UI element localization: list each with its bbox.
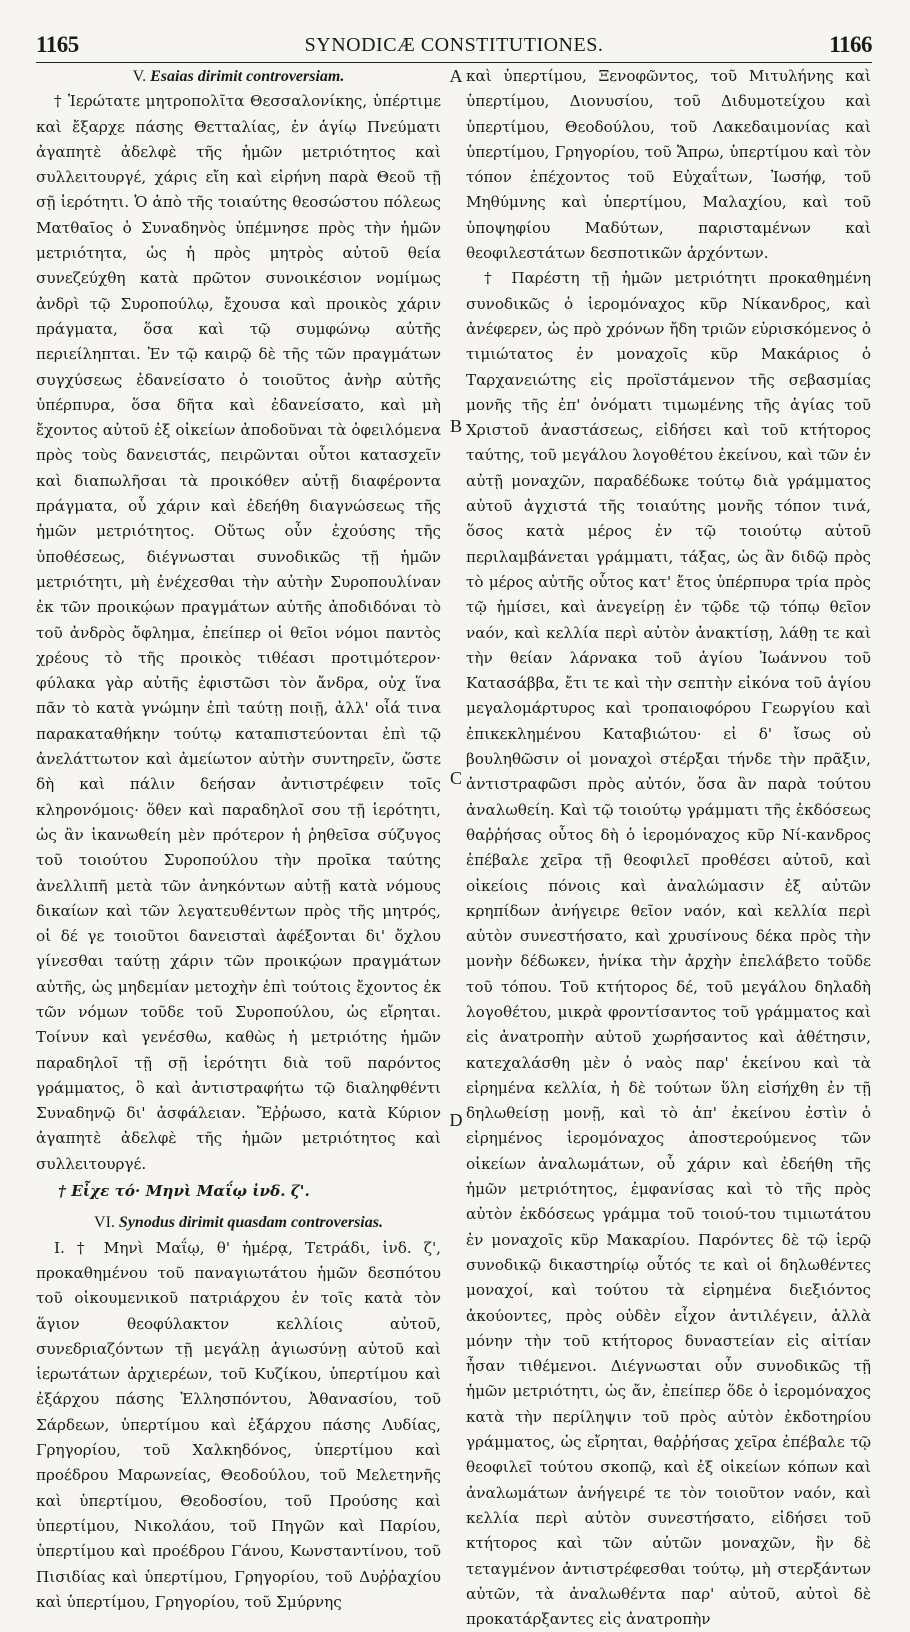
right-paragraph-2-part-c: κανδρος ἐπέβαλε χεῖρα τῇ θεοφιλεῖ προθέσει αὐτοῦ, καὶ οἰκείοις πόνοις καὶ ἀναλώμασιν ἐξ αὐτῶν κρηπίδων ἀνήγειρε θεῖον ναόν, καὶ κελλία περὶ αὐτὸν συνεστήσατο, καὶ χρυσίνους δέκα πρὸς τὴν μονὴν δέδωκεν, ἡνίκα τὴν ἀρχὴν ἐπελάβετο τοῦδε τοῦ τόπου. Τοῦ κτήτορος δέ, τοῦ μεγάλου δηλαδὴ λογοθέτου, μικρὰ φροντίσαντος τοῦ γράμματος καὶ εἰς ἀνατροπὴν αὐτοῦ χωρήσαντος καὶ ἀθέτησιν, κατεχαλάσθη μὲν ὁ ναὸς παρ' ἐκείνου καὶ τὰ εἰρημένα κελλία, ἡ δὲ τούτων ὕλη εἰσήχθη ἐν τῇ δηλωθείσῃ μονῇ, καὶ τὸ ἀπ' ἐκείνου ἐστὶν ὁ εἰρημένος ἱερομόναχος ἀποστερούμενος τῶν οἰκείων ἀναλωμάτων, οὗ χάριν καὶ ἐδεήθη τῆς ἡμῶν μετριότητος, ἐμφανίσας καὶ τὸ τῆς πρὸς αὐτὸν ἐκδόσεως γράμμα τοῦ τοιού- — [466, 825, 871, 1224]
right-paragraph-continuation: καὶ ὑπερτίμου, Ξενοφῶντος, τοῦ Μιτυλήνης καὶ ὑπερτίμου, Διονυσίου, τοῦ Διδυμοτείχου καὶ ὑπερτίμου, Θεοδούλου, τοῦ Λακεδαιμονίας καὶ ὑπερτίμου, Γρηγορίου, τοῦ Ἄπρω, ὑπερτίμου καὶ τὸν τόπον ἐπέχοντος τοῦ Εὐχαΐτων, Ἰωσήφ, τοῦ Μηθύμνης καὶ ὑπερτίμου, Μαλαχίου, καὶ τοῦ ὑποψηφίου Μαδύτων, παρισταμένων καὶ θεοφιλεστάτων δεσποτικῶν ἀρχόντων. — [466, 67, 871, 263]
section-6-title: Synodus dirimit quasdam controversias. — [118, 1214, 383, 1232]
section-5-number: V. — [132, 68, 147, 85]
right-paragraph-2-part-b: λογοθέτου ἐκείνου, καὶ τῶν ἐν αὐτῇ μοναχῶν, παραδέδωκε τούτῳ διὰ γράμματος αὐτοῦ ἀγχιστά τῆς τοιαύτης μονῆς τόπον τινά, ὅσος κατὰ μέρος ἐν τῷ τοιούτῳ αὐτοῦ περιλαμβάνεται γράμματι, τάξας, ὡς ἂν διδῷ πρὸς τὸ μέρος αὐτῆς οὗτος κατ' ἔτος ὑπέρπυρα τρία πρὸς τῷ ἡμίσει, καὶ ἀνεγείρῃ ἐν τῷδε τῷ τόπῳ θεῖον ναόν, καὶ κελλία περὶ αὐτὸν ἀνακτίσῃ, λάθῃ τε καὶ τὴν θείαν λάρνακα τοῦ ἁγίου Ἰωάννου τοῦ Κατασάββα, ἔτι τε καὶ τὴν σεπτὴν εἰκόνα τοῦ ἁγίου μεγαλομάρτυρος καὶ τροπαιοφόρου Γεωργίου καὶ ἐπικεκλημένου Καταβιώτου· εἰ δ' ἴσως οὐ βουληθῶσιν οἱ μοναχοὶ στέρξαι τήνδε τὴν πρᾶξιν, ἀντιστραφῶσι πρὸς αὐτόν, ὅσα ἂν παρὰ τούτου ἀναλωθείη. Καὶ τῷ τοιούτῳ γράμματι τῆς ἐκδόσεως θαῤῥήσας οὗτος δὴ ὁ ἱερομόναχος κῦρ Νί- — [466, 446, 871, 844]
section-6-number: VI. — [94, 1214, 115, 1232]
right-paragraph-2-part-d: του τιμιωτάτου ἐν μοναχοῖς κῦρ Μακαρίου. Παρόντες δὲ τῷ ἱερῷ συνοδικῷ δικαστηρίῳ οὗτός τε καὶ οἱ δηλωθέντες μοναχοί, καὶ τούτου τὰ εἰρημένα διεξιόντος ἀκούοντες, πρὸς οὐδὲν εἶχον ἀντιλέγειν, ἀλλὰ μόνην τὴν τοῦ κτήτορος δυναστείαν εἰς αἰτίαν ἦσαν τιθέμενοι. Διέγνωσται οὖν συνοδικῶς τῇ ἡμῶν μετριότητι, ὡς ἄν, ἐπείπερ ὅδε ὁ ἱερομόναχος κατὰ τὴν περίληψιν τοῦ πρὸς αὐτὸν ἐκδοτηρίου γράμματος, ὡς εἴρηται, θαῤῥήσας χεῖρα ἐπέβαλε τῷ θεοφιλεῖ τούτου σκοπῷ, καὶ ἐξ οἰκείων κόπων καὶ ἀναλωμάτων ἀνήγειρέ τε τὸν τοιοῦτον ναόν, καὶ κελλία περὶ αὐτὸν συνεστήσατο, εἰδήσει τοῦ κτήτορος καὶ τῶν αὐτῶν μοναχῶν, ἣν δὲ τεταγμένον ἀντιστρέφεσθαι τούτῳ, μὴ στερξάντων αὐτῶν, τὰ ἀναλωθέντα παρ' αὐτοῦ, αὐτοὶ δὲ προκατάρξαντες εἰς ἀνατροπὴν — [466, 1205, 871, 1629]
section-5-body: † Ἱερώτατε μητροπολῖτα Θεσσαλονίκης, ὑπέρτιμε καὶ ἔξαρχε πάσης Θετταλίας, ἐν ἁγίῳ Πνεύματι ἀγαπητὲ ἀδελφὲ τῆς ἡμῶν μετριότητος καὶ συλλειτουργέ, χάρις εἴη καὶ εἰρήνη παρὰ Θεοῦ τῇ σῇ ἱερότητι. Ὁ ἀπὸ τῆς τοιαύτης θεοσώστου πόλεως Ματθαῖος ὁ Συναδηνὸς ὑπέμνησε πρὸς τὴν ἡμῶν μετριότητα, ὡς ἡ πρὸς μητρὸς αὐτοῦ θεία συνεζεύχθη κατὰ πρῶτον συνοικέσιον νομίμως ἀνδρὶ τῷ Συροπούλῳ, ἔχουσα καὶ προικὸς χάριν πράγματα, ὅσα καὶ τῷ συμφώνῳ αὐτῆς περιείληπται. Ἐν τῷ καιρῷ δὲ τῆς τῶν πραγμάτων συγχύσεως ἐδανείσατο ὁ τοιοῦτος ἀνὴρ αὐτῆς ὑπέρπυρα, ὅσα δῆτα καὶ ἐδανείσατο, καὶ μὴ ἔχοντος αὐτοῦ ἐξ οἰκείων ἀποδοῦναι τὰ ὀφειλόμενα πρὸς τοὺς δανειστάς, πειρῶνται οὗτοι κατασχεῖν καὶ διαπωλῆσαι τὰ προικόθεν αὐτῇ διαφέροντα πράγματα, οὗ χάριν καὶ ἐδεήθη διαγνώσεως τῆς ἡμῶν μετριότητος. Οὕτως οὖν ἐχούσης τῆς ὑποθέσεως, διέγνωσται συνοδικῶς τῇ ἡμῶν μετριότητι, μὴ ἐνέχεσθαι τὴν αὐτὴν Συροπουλίναν ἐκ τῶν προικῴων πραγμάτων αὐτῆς ἀποδιδόναι τὸ τοῦ ἀνδρὸς ὄφλημα, ἐπείπερ οἱ θεῖοι νόμοι παντὸς χρέους τὸ τῆς προικὸς τιθέασι προτιμότερον· φύλακα γὰρ αὐτῆς ἐφιστῶσι τὸν ἄνδρα, οὐχ ἵνα πᾶν τὸ κατὰ γνώμην ἐπὶ ταύτῃ ποιῇ, ἀλλ' οἷά τινα παρακαταθήκην τούτῳ καταπιστεύονται ἐπὶ τῷ ἀνελάττωτον καὶ ἀμείωτον αὐτὴν συντηρεῖν, ὥστε δὴ καὶ πάλιν δεήσαν ἀντιστρέφειν τοῖς κληρονόμοις· ὅθεν καὶ παραδηλοῖ σου τῇ ἱερότητι, ὡς ἂν ἱκανωθείη μὲν πρότερον ἡ ῥηθεῖσα σύζυγος τοῦ τοιούτου Συροπούλου τὴν προῖκα ταύτης ἀνελλιπῆ μετὰ τῶν ἀνηκόντων αὐτῇ κατὰ νόμους δικαίων καὶ τῶν λεγατευθέντων πρὸς τῆς μητρός, οἱ δέ γε τοιοῦτοι δανεισταὶ ἀφέξονται δι' ὄχλου γίνεσθαι ταύτῃ χάριν τῶν προικῴων πραγμάτων αὐτῆς, ὡς μηδεμίαν μετοχὴν ἐπὶ τούτοις ἔχοντος ἐκ τῶν νόμων τοῦδε τοῦ Συροπούλου, ὡς εἴρηται. Τοίνυν καὶ γενέσθω, καθὼς ἡ μετριότης ἡμῶν παραδηλοῖ τῇ σῇ ἱερότητι διὰ τοῦ παρόντος γράμματος, ὃ καὶ ἀντιστραφήτω τῷ διαληφθέντι Συναδηνῷ δι' ἀσφάλειαν. Ἔῤῥωσο, κατὰ Κύριον ἀγαπητὲ ἀδελφὲ τῆς ἡμῶν μετριότητος καὶ συλλειτουργέ. — [36, 92, 441, 1173]
left-column — [36, 64, 441, 1611]
column-gutter — [452, 64, 453, 1524]
right-paragraph-2-part-a: † Παρέστη τῇ ἡμῶν μετριότητι προκαθημένη συνοδικῶς ὁ ἱερομόναχος κῦρ Νίκανδρος, καὶ ἀνέφερεν, ὡς πρὸ χρόνων ἤδη τριῶν εὑρισκόμενος ὁ τιμιώτατος ἐν μοναχοῖς κῦρ Μακάριος ὁ Ταρχανειώτης εἰς προϊστάμενον τῆς σεβασμίας μονῆς τῆς ἐπ' ὀνόματι τιμωμένης τῆς ἁγίας τοῦ Χριστοῦ ἀναστάσεως, εἰδήσει καὶ τοῦ κτήτορος ταύτης, τοῦ μεγάλου — [466, 269, 871, 465]
page-header — [36, 32, 872, 63]
section-5-heading — [36, 64, 441, 89]
page-number-right: 1166 — [829, 32, 872, 57]
section-6-heading — [36, 1210, 441, 1235]
section-5-date-note: † Εἶχε τό· Μηνὶ Μαΐῳ ἰνδ. ζ'. — [58, 1182, 310, 1201]
section-5-title: Esaias dirimit controversiam. — [150, 68, 345, 85]
margin-marker-d: D — [449, 1110, 463, 1130]
page-number-left: 1165 — [36, 32, 79, 57]
margin-marker-b: B — [449, 416, 462, 436]
margin-marker-c: C — [449, 768, 462, 788]
right-paragraph-2 — [466, 266, 871, 1632]
section-6-body: I. † Μηνὶ Μαΐῳ, θ' ἡμέρᾳ, Τετράδι, ἰνδ. ζ', προκαθημένου τοῦ παναγιωτάτου ἡμῶν δεσπότου τοῦ οἰκουμενικοῦ πατριάρχου ἐν τοῖς κατὰ τὸν ἅγιον θεοφύλακτον κελλίοις αὐτοῦ, συνεδριαζόντων τῇ μεγάλῃ ἁγιωσύνῃ αὐτοῦ καὶ ἱερωτάτων ἀρχιερέων, τοῦ Κυζίκου, ὑπερτίμου καὶ ἐξάρχου πάσης Ἑλλησπόντου, Ἀθανασίου, τοῦ Σάρδεων, ὑπερτίμου καὶ ἐξάρχου πάσης Λυδίας, Γρηγορίου, τοῦ Χαλκηδόνος, ὑπερτίμου καὶ προέδρου Μαρωνείας, Θεοδούλου, τοῦ Μελετηνῆς καὶ ὑπερτίμου, Θεοδοσίου, τοῦ Προύσης καὶ ὑπερτίμου, Νικολάου, τοῦ Πηγῶν καὶ Παρίου, ὑπερτίμου καὶ προέδρου Γάνου, Κωνσταντίνου, τοῦ Πισιδίας καὶ ὑπερτίμου, Γρηγορίου, τοῦ Δυῤῥαχίου καὶ ὑπερτίμου, Γρηγορίου, τοῦ Σμύρνης — [36, 1238, 441, 1611]
running-title: SYNODICÆ CONSTITUTIONES. — [304, 34, 604, 56]
margin-marker-a: A — [449, 66, 463, 86]
right-column — [466, 64, 871, 1629]
